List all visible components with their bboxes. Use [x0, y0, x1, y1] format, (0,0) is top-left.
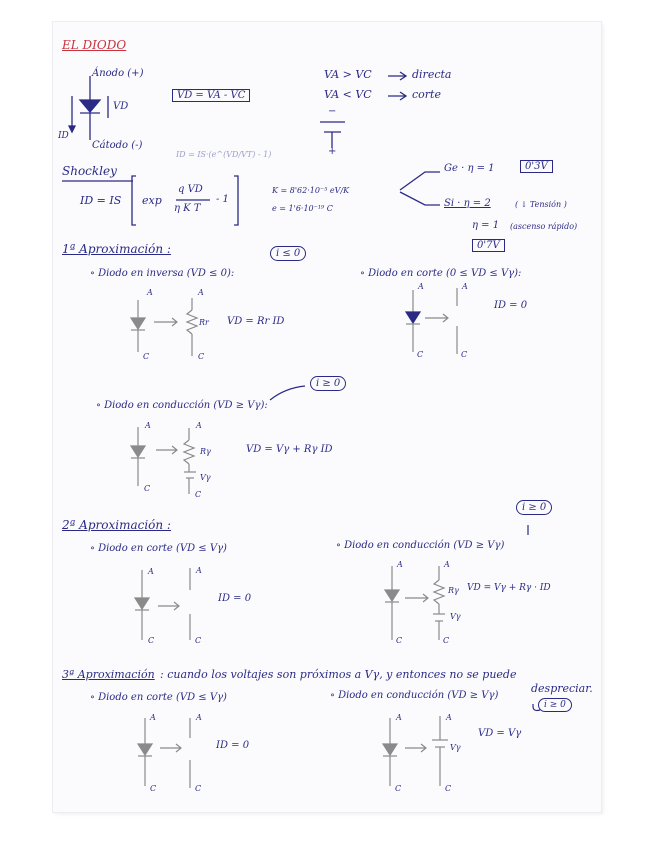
terminal-a: A [444, 560, 450, 569]
aprox1-rg-label: Rγ [200, 447, 211, 456]
aprox2-heading: 2ª Aproximación : [62, 518, 171, 532]
intro-id-arrowhead [69, 126, 75, 132]
terminal-c: C [195, 636, 202, 645]
si-voltage-box: 0'7V [472, 239, 505, 252]
terminal-c: C [461, 350, 468, 359]
aprox3-vg-label: Vγ [450, 743, 461, 752]
vd-formula-box: VD = VA - VC [172, 89, 250, 102]
si-eta-2: η = 1 [472, 220, 500, 231]
terminal-c: C [198, 352, 205, 361]
aprox1-inversa-eq: VD = Rr ID [227, 316, 285, 327]
terminal-a: A [446, 713, 452, 722]
intro-diode [80, 100, 100, 112]
si-note: ( ↓ Tensión ) [515, 200, 567, 209]
shockley-inverse: ID = IS·(e^(VD/VT) - 1) [176, 150, 272, 159]
terminal-c: C [395, 784, 402, 793]
shockley-eq-left: ID = IS [80, 194, 122, 207]
terminal-c: C [396, 636, 403, 645]
aprox3-conduccion-condition: i ≥ 0 [538, 698, 572, 712]
terminal-a: A [198, 288, 204, 297]
anodo-label: Ánodo (+) [92, 68, 144, 79]
terminal-a: A [462, 282, 468, 291]
aprox3-note-line1: : cuando los voltajes son próximos a Vγ, y entonces no se puede [160, 668, 517, 681]
shockley-exp: exp [142, 194, 162, 207]
shockley-den: η K T [174, 203, 201, 214]
si-eta: Si · η = 2 [444, 198, 491, 209]
terminal-c: C [195, 490, 202, 499]
id-label: ID [58, 131, 69, 141]
aprox3-note-line2: despreciar. [531, 682, 593, 695]
terminal-a: A [396, 713, 402, 722]
aprox3-corte: ∘ Diodo en corte (VD ≤ Vγ) [90, 692, 227, 703]
aprox2-conduccion: ∘ Diodo en conducción (VD ≥ Vγ) [336, 540, 505, 551]
terminal-c: C [445, 784, 452, 793]
terminal-c: C [144, 484, 151, 493]
terminal-c: C [417, 350, 424, 359]
ge-eta: Ge · η = 1 [444, 163, 495, 174]
cond1-result: directa [412, 68, 452, 81]
aprox3-conduccion-eq: VD = Vγ [478, 728, 522, 739]
terminal-a: A [145, 421, 151, 430]
terminal-c: C [443, 636, 450, 645]
shockley-tail: - 1 [216, 194, 229, 205]
cond1: VA > VC [324, 68, 372, 81]
ge-voltage-box: 0'3V [520, 160, 553, 173]
aprox2-vg-label: Vγ [450, 612, 461, 621]
catodo-label: Cátodo (-) [92, 140, 143, 151]
boltzmann-constant: K = 8'62·10⁻⁵ eV/K [272, 186, 350, 195]
pencil-circuits [131, 288, 457, 788]
aprox1-vg-label: Vγ [200, 473, 211, 482]
terminal-a: A [150, 713, 156, 722]
aprox2-conduccion-condition: i ≥ 0 [516, 500, 552, 515]
aprox2-rg-label: Rγ [448, 586, 459, 595]
aprox1-corte: ∘ Diodo en corte (0 ≤ VD ≤ Vγ): [360, 268, 522, 279]
aprox2-conduccion-eq: VD = Vγ + Rγ · ID [467, 583, 551, 593]
aprox1-heading: 1ª Aproximación : [62, 242, 171, 256]
terminal-a: A [397, 560, 403, 569]
aprox1-corte-eq: ID = 0 [494, 300, 528, 311]
terminal-a: A [196, 421, 202, 430]
aprox3-heading: 3ª Aproximación [62, 668, 155, 681]
terminal-c: C [143, 352, 150, 361]
battery-minus: − [328, 106, 337, 117]
terminal-c: C [150, 784, 157, 793]
battery-plus: + [328, 146, 337, 157]
electron-charge: e = 1'6·10⁻¹⁹ C [272, 204, 333, 213]
aprox1-conduccion-condition: i ≥ 0 [310, 376, 346, 391]
aprox1-conduccion-eq: VD = Vγ + Rγ ID [246, 444, 333, 455]
cond2-result: corte [412, 88, 441, 101]
aprox1-conduccion: ∘ Diodo en conducción (VD ≥ Vγ): [96, 400, 268, 411]
terminal-a: A [148, 567, 154, 576]
aprox1-inversa-condition: i ≤ 0 [270, 246, 306, 261]
aprox1-rr-label: Rr [199, 318, 209, 327]
si-note-2: (ascenso rápido) [510, 222, 578, 231]
aprox3-corte-eq: ID = 0 [216, 740, 250, 751]
aprox2-corte: ∘ Diodo en corte (VD ≤ Vγ) [90, 543, 227, 554]
shockley-num: q VD [178, 184, 203, 195]
terminal-c: C [148, 636, 155, 645]
terminal-c: C [195, 784, 202, 793]
page-title: EL DIODO [62, 38, 127, 52]
terminal-a: A [196, 713, 202, 722]
aprox3-conduccion: ∘ Diodo en conducción (VD ≥ Vγ) [330, 690, 499, 701]
vd-label: VD [113, 101, 129, 112]
aprox1-inversa: ∘ Diodo en inversa (VD ≤ 0): [90, 268, 235, 279]
terminal-a: A [147, 288, 153, 297]
cond2: VA < VC [324, 88, 372, 101]
terminal-a: A [196, 566, 202, 575]
terminal-a: A [418, 282, 424, 291]
aprox2-corte-eq: ID = 0 [218, 593, 252, 604]
shockley-label: Shockley [62, 164, 117, 178]
